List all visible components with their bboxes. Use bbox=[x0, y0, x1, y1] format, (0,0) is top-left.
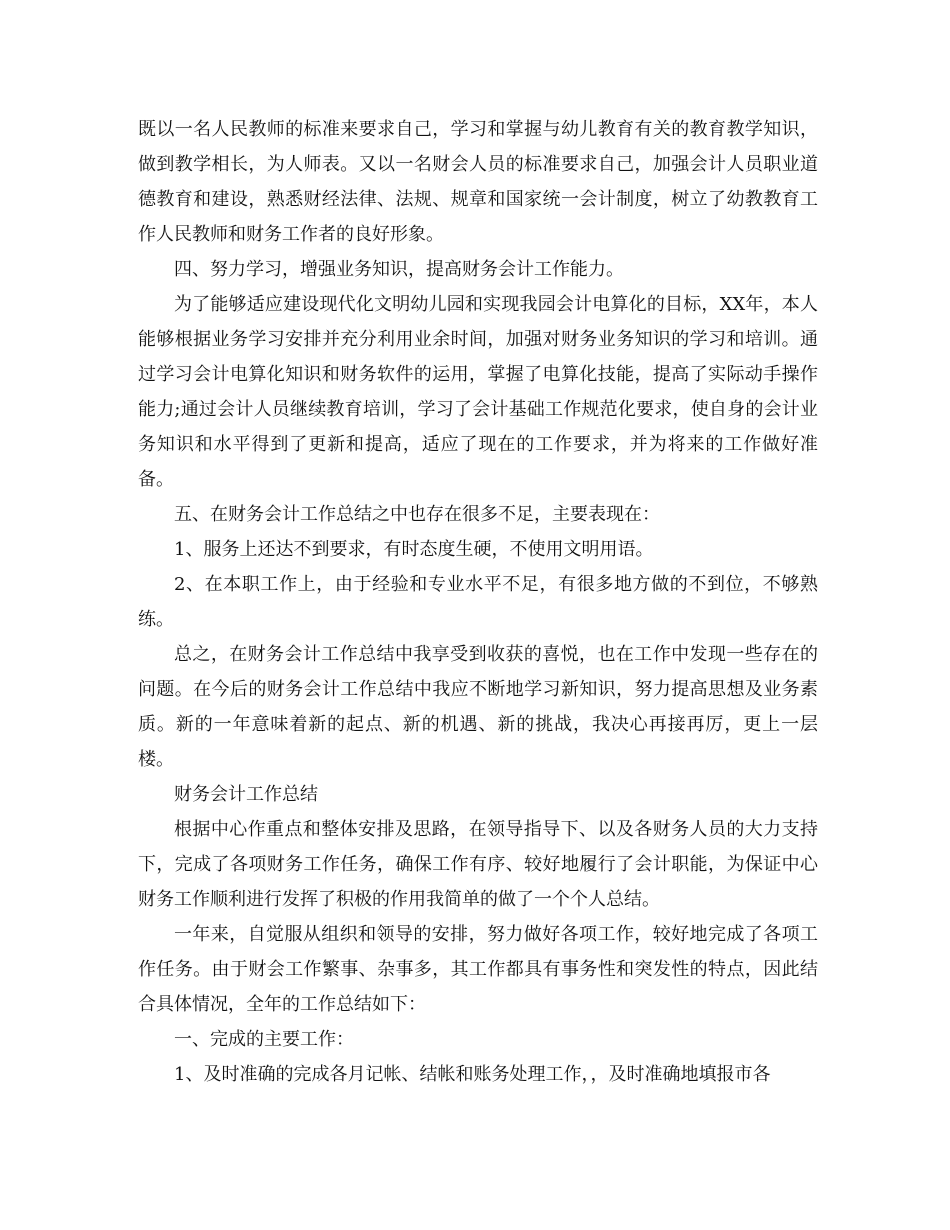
list-item-accounting: 1、及时准确的完成各月记帐、结帐和账务处理工作，，及时准确地填报市各 bbox=[174, 1064, 771, 1085]
document-page bbox=[138, 112, 818, 1092]
paragraph-learning: 为了能够适应建设现代化文明幼儿园和实现我园会计电算化的目标，XX年，本人能够根据业务学习安排并充分利用业余时间，加强对财务业务知识的学习和培训。通过学习会计电算化知识和财务软件的运用，掌握了电算化技能，提高了实际动手操作能力;通过会计人员继续教育培训，学习了会计基础工作规范化要求，使自身的会计业务知识和水平得到了更新和提高，适应了现在的工作要求，并为将来的工作做好准备。 bbox=[138, 294, 818, 490]
heading-section-4: 四、努力学习，增强业务知识，提高财务会计工作能力。 bbox=[174, 259, 624, 280]
paragraph-professional-image: 既以一名人民教师的标准来要求自己，学习和掌握与幼儿教育有关的教育教学知识，做到教学相长，为人师表。又以一名财会人员的标准要求自己，加强会计人员职业道德教育和建设，熟悉财经法律、法规、规章和国家统一会计制度，树立了幼教教育工作人民教师和财务工作者的良好形象。 bbox=[138, 119, 818, 245]
paragraph-intro: 根据中心作重点和整体安排及思路，在领导指导下、以及各财务人员的大力支持下，完成了各项财务工作任务，确保工作有序、较好地履行了会计职能，为保证中心财务工作顺利进行发挥了积极的作用我简单的做了一个个人总结。 bbox=[138, 819, 818, 910]
heading-section-1: 一、完成的主要工作： bbox=[174, 1029, 354, 1050]
paragraph-conclusion: 总之，在财务会计工作总结中我享受到收获的喜悦，也在工作中发现一些存在的问题。在今后的财务会计工作总结中我应不断地学习新知识，努力提高思想及业务素质。新的一年意味着新的起点、新的机遇、新的挑战，我决心再接再厉，更上一层楼。 bbox=[138, 644, 818, 770]
list-item-2: 2、在本职工作上，由于经验和专业水平不足，有很多地方做的不到位，不够熟练。 bbox=[138, 574, 818, 630]
heading-section-5: 五、在财务会计工作总结之中也存在很多不足，主要表现在： bbox=[174, 504, 660, 525]
list-item-1: 1、服务上还达不到要求，有时态度生硬，不使用文明用语。 bbox=[174, 539, 654, 560]
document-subtitle: 财务会计工作总结 bbox=[174, 784, 318, 805]
paragraph-overview: 一年来，自觉服从组织和领导的安排，努力做好各项工作，较好地完成了各项工作任务。由于财会工作繁事、杂事多，其工作都具有事务性和突发性的特点，因此结合具体情况，全年的工作总结如下： bbox=[138, 924, 818, 1015]
